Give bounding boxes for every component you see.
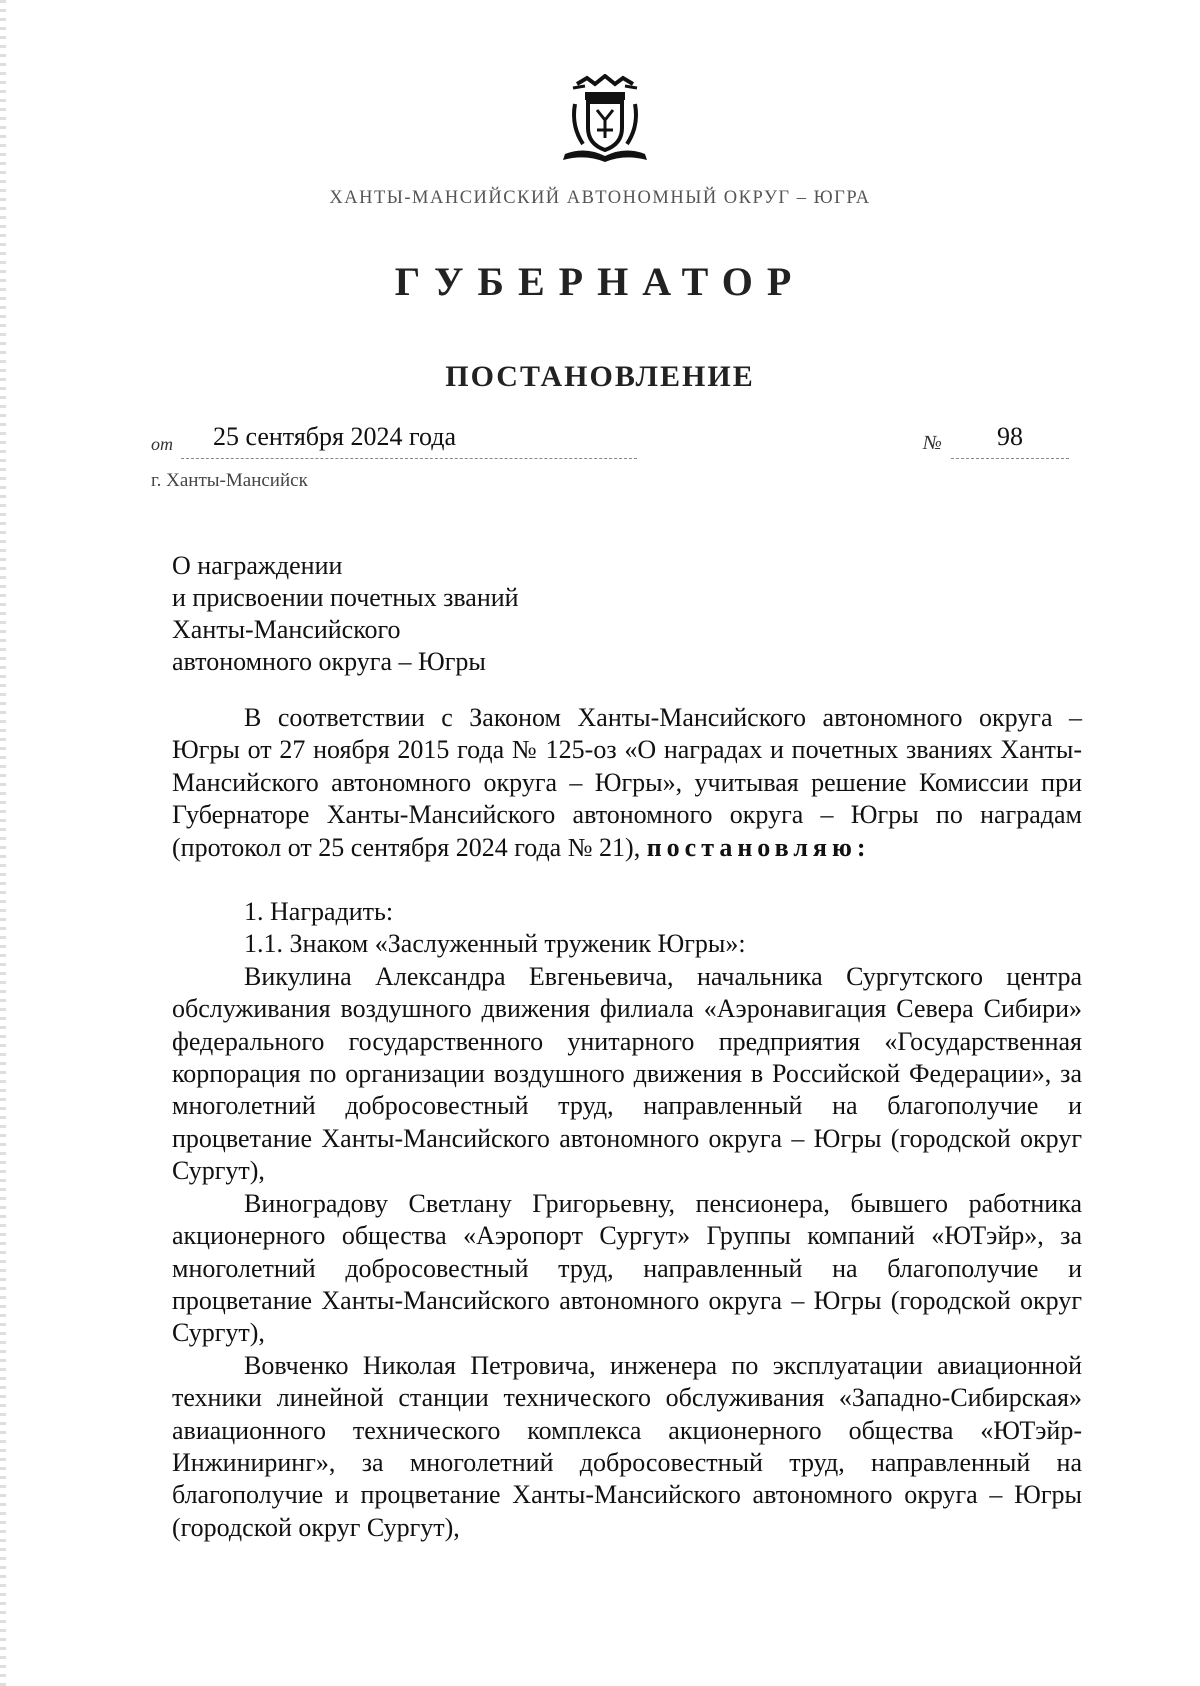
decree-date: 25 сентября 2024 года (213, 422, 457, 451)
decree-number: 98 (997, 422, 1023, 451)
preamble-text: В соответствии с Законом Ханты-Мансийского автономного округа – Югры от 27 ноября 2015 года № 125-оз «О наградах и почетных званиях Ханты-Мансийского автономного округа – Югры», учитывая решение Комиссии при Губернаторе Ханты-Мансийского автономного округа – Югры по наградам (протокол от 25 сентября 2024 года № 21), (172, 703, 1082, 862)
decree-body (172, 702, 1082, 1544)
number-underline (951, 458, 1069, 459)
date-number-row (151, 422, 1071, 472)
date-underline (181, 458, 637, 459)
item-1: 1. Наградить: (244, 897, 394, 927)
scan-edge (0, 0, 6, 1686)
subject-line: Ханты-Мансийского (172, 615, 401, 644)
date-prefix: от (151, 434, 173, 454)
subject-line: и присвоении почетных званий (172, 583, 519, 612)
decree-subject (172, 550, 772, 678)
preamble-paragraph (172, 702, 1082, 864)
city: г. Ханты-Мансийск (151, 470, 308, 491)
resolve-colon: : (856, 832, 871, 862)
resolve-word: постановляю (646, 832, 857, 862)
number-label: № (923, 432, 942, 454)
coat-of-arms-icon (555, 74, 655, 166)
region-name: ХАНТЫ-МАНСИЙСКИЙ АВТОНОМНЫЙ ОКРУГ – ЮГРА (329, 188, 871, 208)
award-paragraph: Викулина Александра Евгеньевича, начальника Сургутского центра обслуживания воздушного движения филиала «Аэронавигация Севера Сибири» федерального государственного унитарного предприятия «Государственная корпорация по организации воздушного движения в Российской Федерации», за многолетний добросовестный труд, направленный на благополучие и процветание Ханты-Мансийского автономного округа – Югры (городской округ Сургут), (172, 961, 1082, 1186)
item-1-1: 1.1. Знаком «Заслуженный труженик Югры»: (244, 929, 746, 959)
governor-heading: ГУБЕРНАТОР (394, 259, 806, 304)
award-paragraph: Вовченко Николая Петровича, инженера по эксплуатации авиационной техники линейной станции технического обслуживания «Западно-Сибирская» авиационного технического комплекса акционерного общества «ЮТэйр-Инжиниринг», за многолетний добросовестный труд, направленный на благополучие и процветание Ханты-Мансийского автономного округа – Югры (городской округ Сургут), (172, 1350, 1082, 1542)
subject-line: О награждении (172, 551, 343, 580)
award-paragraph: Виноградову Светлану Григорьевну, пенсионера, бывшего работника акционерного общества «Аэропорт Сургут» Группы компаний «ЮТэйр», за многолетний добросовестный труд, направленный на благополучие и процветание Ханты-Мансийского автономного округа – Югры (городской округ Сургут), (172, 1188, 1082, 1348)
subject-line: автономного округа – Югры (172, 647, 486, 676)
decree-heading: ПОСТАНОВЛЕНИЕ (445, 360, 755, 393)
